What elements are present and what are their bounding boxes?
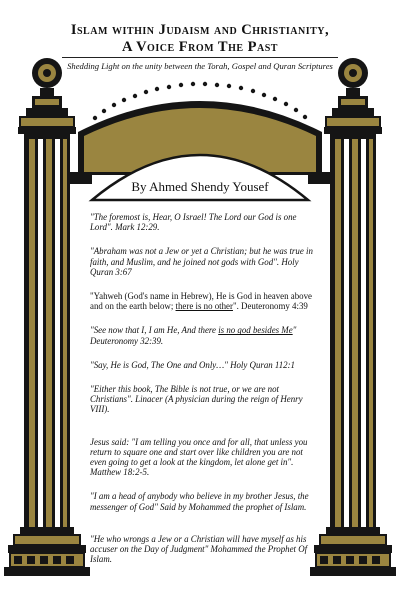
quote-deuteronomy-32-39	[90, 325, 318, 345]
right-column	[310, 58, 396, 576]
book-subtitle: Shedding Light on the unity between the Torah, Gospel and Quran Scriptures	[67, 61, 333, 71]
quote-quran-3-67: "Abraham was not a Jew or yet a Christian; but he was true in faith, and Muslim, and he joined not gods with God". Holy Quran 3:67	[90, 246, 313, 277]
quote-text: "Yahweh (God's name in Hebrew), He is God in heaven above and on the earth below;	[90, 291, 312, 312]
quote-matthew-18: Jesus said: "I am telling you once and for all, that unless you return to square one and start over like children you are not even going to get a look at the kingdom, let alone get in". Matthew 18:2-5.	[90, 436, 308, 478]
quote-mohammed-jesus: "I am a head of anybody who believe in my brother Jesus, the messenger of God" Said by Mohammed the prophet of Islam.	[90, 491, 309, 512]
quote-quran-112-1: "Say, He is God, The One and Only…" Holy Quran 112:1	[90, 359, 295, 370]
quote-source: ". Deuteronomy 4:39	[232, 301, 308, 312]
quote-underlined-text: is no god besides Me	[218, 325, 293, 336]
quote-mark-12-29: "The foremost is, Hear, O Israel! The Lord our God is one Lord". Mark 12:29.	[90, 212, 297, 233]
left-column	[4, 58, 90, 576]
title-line-2: A Voice From The Past	[122, 39, 278, 55]
author-byline: By Ahmed Shendy Yousef	[131, 179, 269, 194]
quote-deuteronomy-4-39	[90, 291, 318, 311]
quote-mohammed-judgment: "He who wrongs a Jew or a Christian will have myself as his accuser on the Day of Judgment" Mohammed the Prophet Of Islam.	[90, 533, 308, 565]
quote-underlined-text: there is no other	[175, 301, 233, 312]
quote-linacer: "Either this book, The Bible is not true, or we are not Christians". Linacer (A physician during the reign of Henry VIII).	[90, 384, 303, 415]
quote-list	[90, 212, 318, 578]
quote-source: " Deuteronomy 32:39.	[90, 325, 297, 346]
quote-text: "See now that I, I am He, And there	[90, 325, 219, 336]
title-line-1: Islam within Judaism and Christianity,	[70, 22, 330, 38]
